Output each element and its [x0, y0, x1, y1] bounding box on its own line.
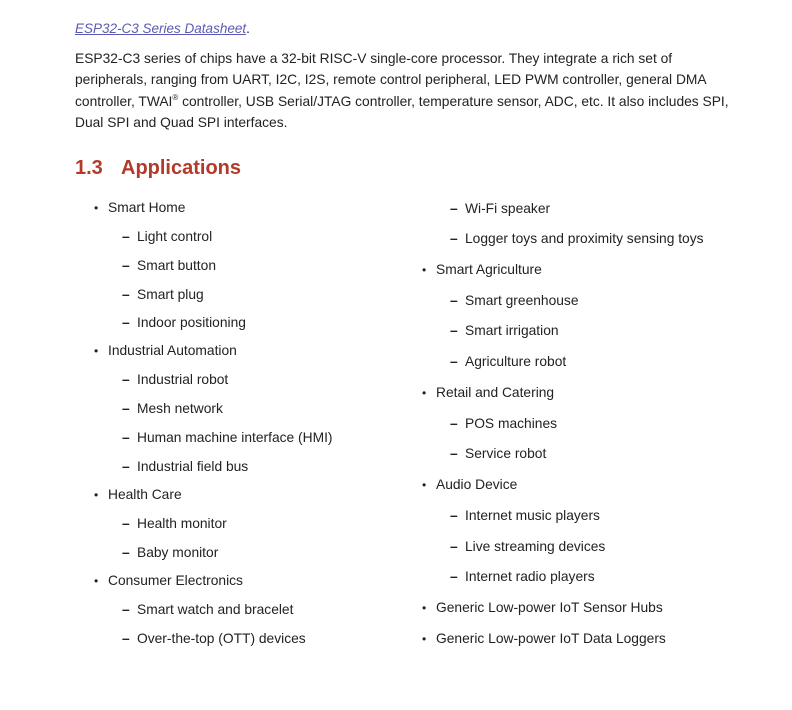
sub-item-smart-greenhouse: – Smart greenhouse — [465, 292, 579, 310]
list-item-smart-agriculture: • Smart Agriculture — [436, 261, 542, 279]
sub-item-industrial-robot: – Industrial robot — [137, 371, 228, 389]
intro-paragraph — [75, 48, 735, 133]
section-title: Applications — [121, 157, 242, 179]
list-item-audio-device: • Audio Device — [436, 476, 517, 494]
sub-item-smart-watch: – Smart watch and bracelet — [137, 601, 293, 619]
sub-item-industrial-field-bus: – Industrial field bus — [137, 458, 248, 476]
sub-item-agriculture-robot: – Agriculture robot — [465, 353, 566, 371]
section-heading — [75, 154, 241, 182]
sub-item-wifi-speaker: – Wi-Fi speaker — [465, 200, 550, 218]
sub-item-live-streaming: – Live streaming devices — [465, 538, 605, 556]
sub-item-logger-toys: – Logger toys and proximity sensing toys — [465, 230, 704, 248]
sub-item-smart-irrigation: – Smart irrigation — [465, 322, 559, 340]
list-item-iot-data-loggers: • Generic Low-power IoT Data Loggers — [436, 630, 666, 648]
datasheet-reference — [75, 20, 250, 38]
sub-item-service-robot: – Service robot — [465, 445, 546, 463]
list-item-consumer-electronics: • Consumer Electronics — [108, 572, 243, 590]
sub-item-smart-plug: – Smart plug — [137, 286, 204, 304]
sub-item-mesh-network: – Mesh network — [137, 400, 223, 418]
list-item-smart-home: • Smart Home — [108, 199, 185, 217]
list-item-iot-sensor-hubs: • Generic Low-power IoT Sensor Hubs — [436, 599, 663, 617]
intro-text-1: ESP32-C3 series of chips have a 32-bit RISC-V single-core processor. They integrate a rich set of peripherals, ranging from UART, I2C, I2S, remote control peripheral, LED PWM controller, general DMA controller, TWAI — [75, 51, 706, 109]
intro-text-2: controller, USB Serial/JTAG controller, temperature sensor, ADC, etc. It also includes SPI, Dual SPI and Quad SPI interfaces. — [75, 93, 729, 130]
sub-item-ott-devices: – Over-the-top (OTT) devices — [137, 630, 306, 648]
list-item-health-care: • Health Care — [108, 486, 182, 504]
datasheet-link[interactable]: ESP32-C3 Series Datasheet — [75, 21, 247, 36]
section-number: 1.3 — [75, 157, 103, 179]
list-item-industrial-automation: • Industrial Automation — [108, 342, 237, 360]
sub-item-smart-button: – Smart button — [137, 257, 216, 275]
sub-item-internet-music-players: – Internet music players — [465, 507, 600, 525]
sub-item-health-monitor: – Health monitor — [137, 515, 227, 533]
sub-item-pos-machines: – POS machines — [465, 415, 557, 433]
list-item-retail-catering: • Retail and Catering — [436, 384, 554, 402]
sub-item-hmi: – Human machine interface (HMI) — [137, 429, 333, 447]
sub-item-indoor-positioning: – Indoor positioning — [137, 314, 246, 332]
sub-item-baby-monitor: – Baby monitor — [137, 544, 218, 562]
sub-item-light-control: – Light control — [137, 228, 212, 246]
reference-punct: . — [246, 21, 250, 36]
sub-item-internet-radio: – Internet radio players — [465, 568, 595, 586]
registered-mark: ® — [172, 92, 179, 102]
